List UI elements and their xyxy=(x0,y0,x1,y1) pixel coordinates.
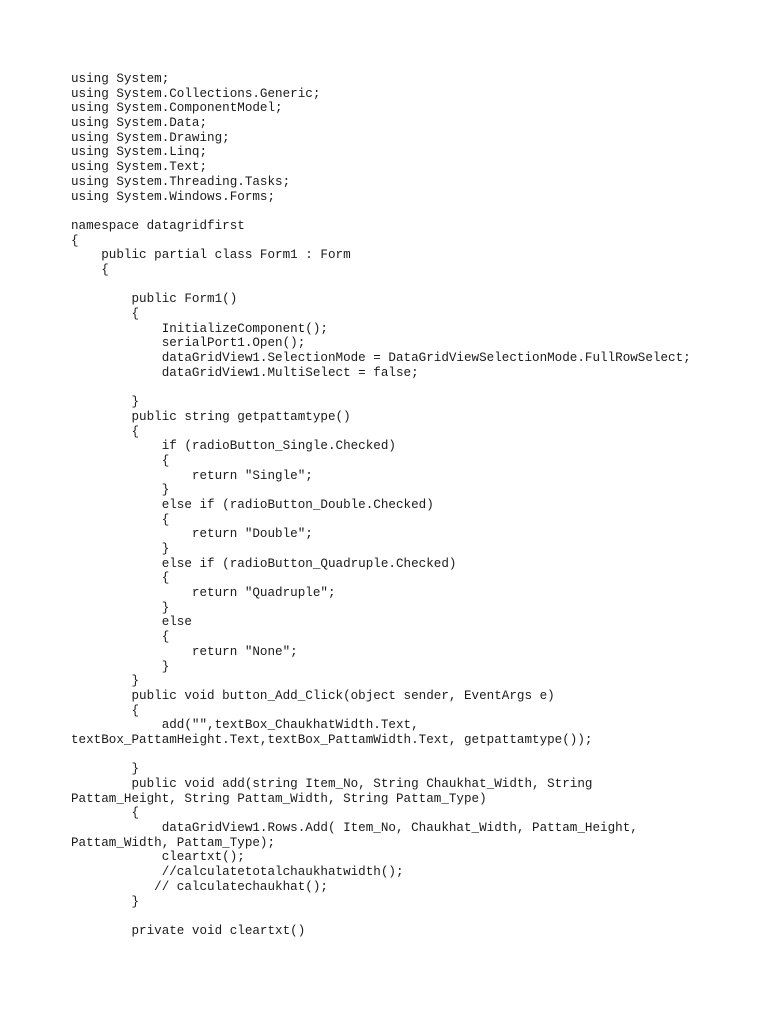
code-line: // calculatechaukhat(); xyxy=(71,879,328,894)
code-line xyxy=(71,204,751,219)
code-line: using System; xyxy=(71,72,170,86)
code-line: return "Quadruple"; xyxy=(71,586,336,601)
code-line: { xyxy=(71,703,140,718)
code-line: { xyxy=(71,307,140,321)
code-line xyxy=(71,748,751,763)
code-line: } xyxy=(71,542,170,556)
code-line: { xyxy=(71,233,79,248)
code-line: using System.Drawing; xyxy=(71,130,230,145)
code-line: } xyxy=(71,674,140,689)
code-line: } xyxy=(71,894,140,909)
code-line: else if (radioButton_Double.Checked) xyxy=(71,497,434,512)
code-line: cleartxt(); xyxy=(71,850,245,865)
code-line: } xyxy=(71,600,170,615)
code-line: return "None"; xyxy=(71,644,298,659)
code-line: namespace datagridfirst xyxy=(71,218,245,233)
code-line: using System.Collections.Generic; xyxy=(71,86,321,101)
code-line: using System.Threading.Tasks; xyxy=(71,174,291,189)
code-line: } xyxy=(71,659,170,674)
code-line: public void button_Add_Click(object sender, EventArgs e) xyxy=(71,688,555,703)
code-line: private void cleartxt() xyxy=(71,923,306,938)
code-line: { xyxy=(71,806,140,821)
code-line: else xyxy=(71,615,192,630)
code-line: { xyxy=(71,453,170,468)
code-line: else if (radioButton_Quadruple.Checked) xyxy=(71,556,457,571)
code-line: } xyxy=(71,395,140,410)
code-line: public Form1() xyxy=(71,292,238,307)
code-line: using System.Data; xyxy=(71,116,208,131)
code-line: using System.Text; xyxy=(71,160,208,175)
code-line: textBox_PattamHeight.Text,textBox_PattamWidth.Text, getpattamtype()); xyxy=(71,732,593,747)
code-line xyxy=(71,380,751,395)
code-line: public string getpattamtype() xyxy=(71,409,351,424)
code-line xyxy=(71,278,751,293)
code-line: add("",textBox_ChaukhatWidth.Text, xyxy=(71,718,419,733)
code-line: if (radioButton_Single.Checked) xyxy=(71,439,396,454)
code-line: using System.ComponentModel; xyxy=(71,101,283,116)
code-line: using System.Linq; xyxy=(71,145,208,160)
code-line: { xyxy=(71,424,140,439)
code-line: public void add(string Item_No, String Chaukhat_Width, String xyxy=(71,777,593,791)
code-line: dataGridView1.MultiSelect = false; xyxy=(71,365,419,380)
code-line: } xyxy=(71,762,140,777)
code-line: InitializeComponent(); xyxy=(71,321,328,336)
code-line: serialPort1.Open(); xyxy=(71,336,306,351)
code-line: using System.Windows.Forms; xyxy=(71,189,276,204)
code-line: return "Single"; xyxy=(71,468,313,483)
code-line: dataGridView1.SelectionMode = DataGridViewSelectionMode.FullRowSelect; xyxy=(71,351,691,366)
code-line: Pattam_Height, String Pattam_Width, String Pattam_Type) xyxy=(71,791,487,806)
code-line: { xyxy=(71,512,170,527)
code-line: { xyxy=(71,571,170,586)
code-line: dataGridView1.Rows.Add( Item_No, Chaukhat_Width, Pattam_Height, xyxy=(71,821,638,836)
code-line: //calculatetotalchaukhatwidth(); xyxy=(71,865,404,880)
code-line: { xyxy=(71,262,109,277)
code-line: } xyxy=(71,483,170,498)
code-line: Pattam_Width, Pattam_Type); xyxy=(71,835,276,850)
code-line xyxy=(71,909,751,924)
code-line: { xyxy=(71,630,170,645)
code-line: public partial class Form1 : Form xyxy=(71,248,351,263)
code-line: return "Double"; xyxy=(71,527,313,542)
code-listing xyxy=(71,72,751,939)
